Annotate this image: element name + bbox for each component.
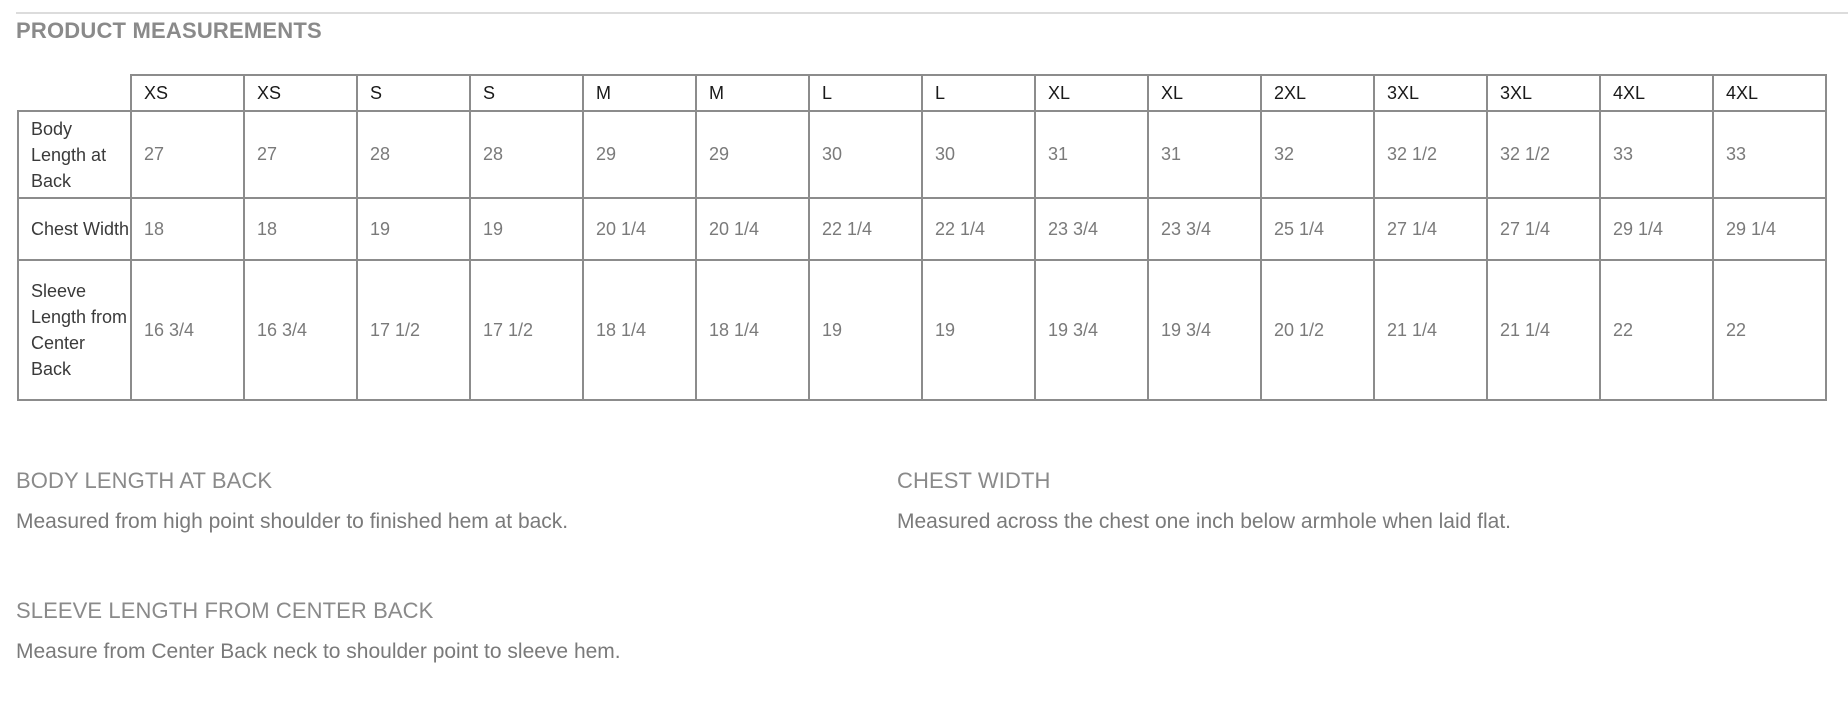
measurement-cell: 22 — [1600, 260, 1713, 400]
row-label: Sleeve Length from Center Back — [18, 260, 131, 400]
measurement-cell: 20 1/2 — [1261, 260, 1374, 400]
measurement-cell: 19 — [922, 260, 1035, 400]
measurement-cell: 32 — [1261, 111, 1374, 198]
row-label: Chest Width — [18, 198, 131, 260]
measurement-cell: 18 1/4 — [583, 260, 696, 400]
measurement-cell: 31 — [1148, 111, 1261, 198]
measurement-cell: 27 — [244, 111, 357, 198]
measurement-cell: 23 3/4 — [1148, 198, 1261, 260]
measurement-cell: 18 — [244, 198, 357, 260]
size-header: 4XL — [1600, 75, 1713, 111]
measurement-cell: 30 — [922, 111, 1035, 198]
size-header: 3XL — [1487, 75, 1600, 111]
measurement-cell: 17 1/2 — [470, 260, 583, 400]
measurement-cell: 22 — [1713, 260, 1826, 400]
definition-title: BODY LENGTH AT BACK — [16, 468, 273, 493]
measurement-cell: 29 1/4 — [1713, 198, 1826, 260]
size-header: XL — [1148, 75, 1261, 111]
size-header: XS — [244, 75, 357, 111]
measurement-cell: 29 — [696, 111, 809, 198]
measurement-cell: 18 — [131, 198, 244, 260]
definition-chest-width — [897, 468, 1511, 534]
size-header: L — [809, 75, 922, 111]
measurements-table — [17, 74, 1827, 401]
measurement-cell: 20 1/4 — [583, 198, 696, 260]
table-row-body-length — [18, 111, 1826, 198]
definition-text: Measured from high point shoulder to finished hem at back. — [16, 510, 569, 533]
size-header-row — [18, 75, 1826, 111]
definition-title: CHEST WIDTH — [897, 468, 1051, 493]
measurement-cell: 19 — [357, 198, 470, 260]
size-header: 4XL — [1713, 75, 1826, 111]
measurement-cell: 19 — [470, 198, 583, 260]
size-header: 2XL — [1261, 75, 1374, 111]
measurement-cell: 32 1/2 — [1487, 111, 1600, 198]
measurement-cell: 27 1/4 — [1487, 198, 1600, 260]
definition-body-length — [16, 468, 568, 534]
size-header: XL — [1035, 75, 1148, 111]
top-divider — [16, 12, 1848, 14]
size-header: M — [583, 75, 696, 111]
measurement-cell: 21 1/4 — [1374, 260, 1487, 400]
measurement-cell: 19 3/4 — [1035, 260, 1148, 400]
measurement-cell: 31 — [1035, 111, 1148, 198]
measurement-cell: 22 1/4 — [922, 198, 1035, 260]
measurement-cell: 17 1/2 — [357, 260, 470, 400]
measurement-cell: 32 1/2 — [1374, 111, 1487, 198]
measurement-cell: 22 1/4 — [809, 198, 922, 260]
size-header: S — [470, 75, 583, 111]
measurement-cell: 33 — [1713, 111, 1826, 198]
measurement-cell: 16 3/4 — [131, 260, 244, 400]
measurement-cell: 28 — [357, 111, 470, 198]
table-row-chest-width — [18, 198, 1826, 260]
measurement-cell: 21 1/4 — [1487, 260, 1600, 400]
definition-sleeve-length — [16, 598, 621, 664]
size-header: S — [357, 75, 470, 111]
measurement-cell: 20 1/4 — [696, 198, 809, 260]
size-header: L — [922, 75, 1035, 111]
measurement-cell: 29 1/4 — [1600, 198, 1713, 260]
size-header: 3XL — [1374, 75, 1487, 111]
definition-title: SLEEVE LENGTH FROM CENTER BACK — [16, 598, 434, 623]
measurement-cell: 23 3/4 — [1035, 198, 1148, 260]
measurement-cell: 16 3/4 — [244, 260, 357, 400]
measurement-cell: 29 — [583, 111, 696, 198]
section-title: PRODUCT MEASUREMENTS — [16, 18, 322, 43]
measurement-cell: 27 1/4 — [1374, 198, 1487, 260]
measurement-cell: 19 3/4 — [1148, 260, 1261, 400]
measurement-cell: 19 — [809, 260, 922, 400]
measurement-cell: 33 — [1600, 111, 1713, 198]
row-label: Body Length at Back — [18, 111, 131, 198]
table-corner-cell — [18, 75, 131, 111]
size-header: M — [696, 75, 809, 111]
definition-text: Measure from Center Back neck to shoulder point to sleeve hem. — [16, 640, 621, 663]
definition-text: Measured across the chest one inch below armhole when laid flat. — [897, 510, 1512, 533]
measurement-cell: 27 — [131, 111, 244, 198]
size-header: XS — [131, 75, 244, 111]
measurement-cell: 25 1/4 — [1261, 198, 1374, 260]
measurement-cell: 30 — [809, 111, 922, 198]
measurement-cell: 28 — [470, 111, 583, 198]
table-row-sleeve-length — [18, 260, 1826, 400]
measurement-cell: 18 1/4 — [696, 260, 809, 400]
